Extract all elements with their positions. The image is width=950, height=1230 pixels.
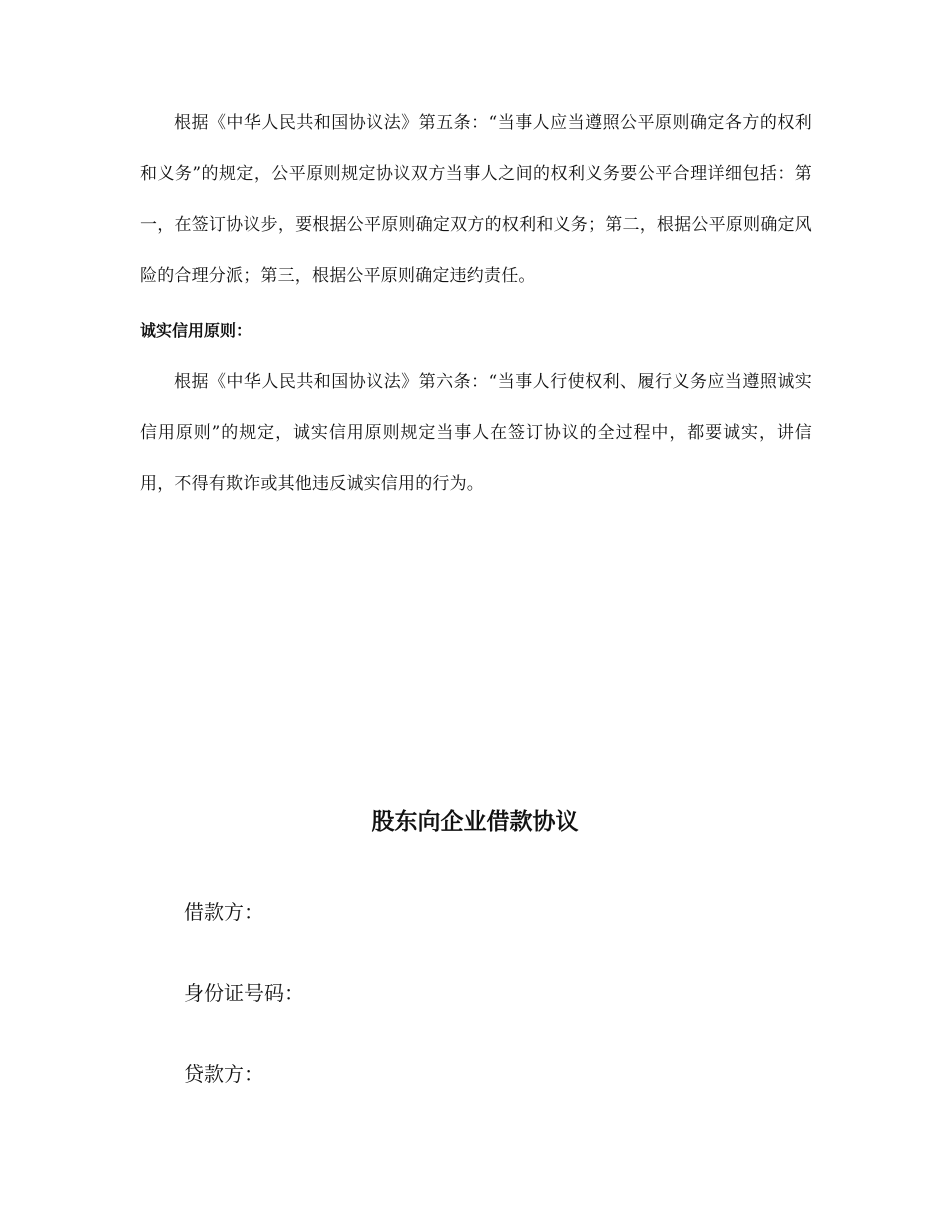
agreement-title: 股东向企业借款协议 (371, 809, 579, 835)
section-heading-good-faith: 诚实信用原则： (140, 321, 253, 340)
paragraph-good-faith-principle: 根据《中华人民共和国协议法》第六条：“当事人行使权利、履行义务应当遵照诚实信用原则”的规定，诚实信用原则规定当事人在签订协议的全过程中，都要诚实，讲信用，不得有欺诈或其他违反诚实信用的行为。 (140, 372, 812, 494)
lender-field-label: 贷款方： (184, 1062, 264, 1086)
borrower-field-label: 借款方： (184, 900, 264, 924)
paragraph-fairness-principle: 根据《中华人民共和国协议法》第五条：“当事人应当遵照公平原则确定各方的权利和义务”的规定，公平原则规定协议双方当事人之间的权利义务要公平合理详细包括：第一，在签订协议步，要根据公平原则确定双方的权利和义务；第二，根据公平原则确定风险的合理分派；第三，根据公平原则确定违约责任。 (140, 113, 812, 286)
id-number-field-label: 身份证号码： (184, 981, 304, 1005)
